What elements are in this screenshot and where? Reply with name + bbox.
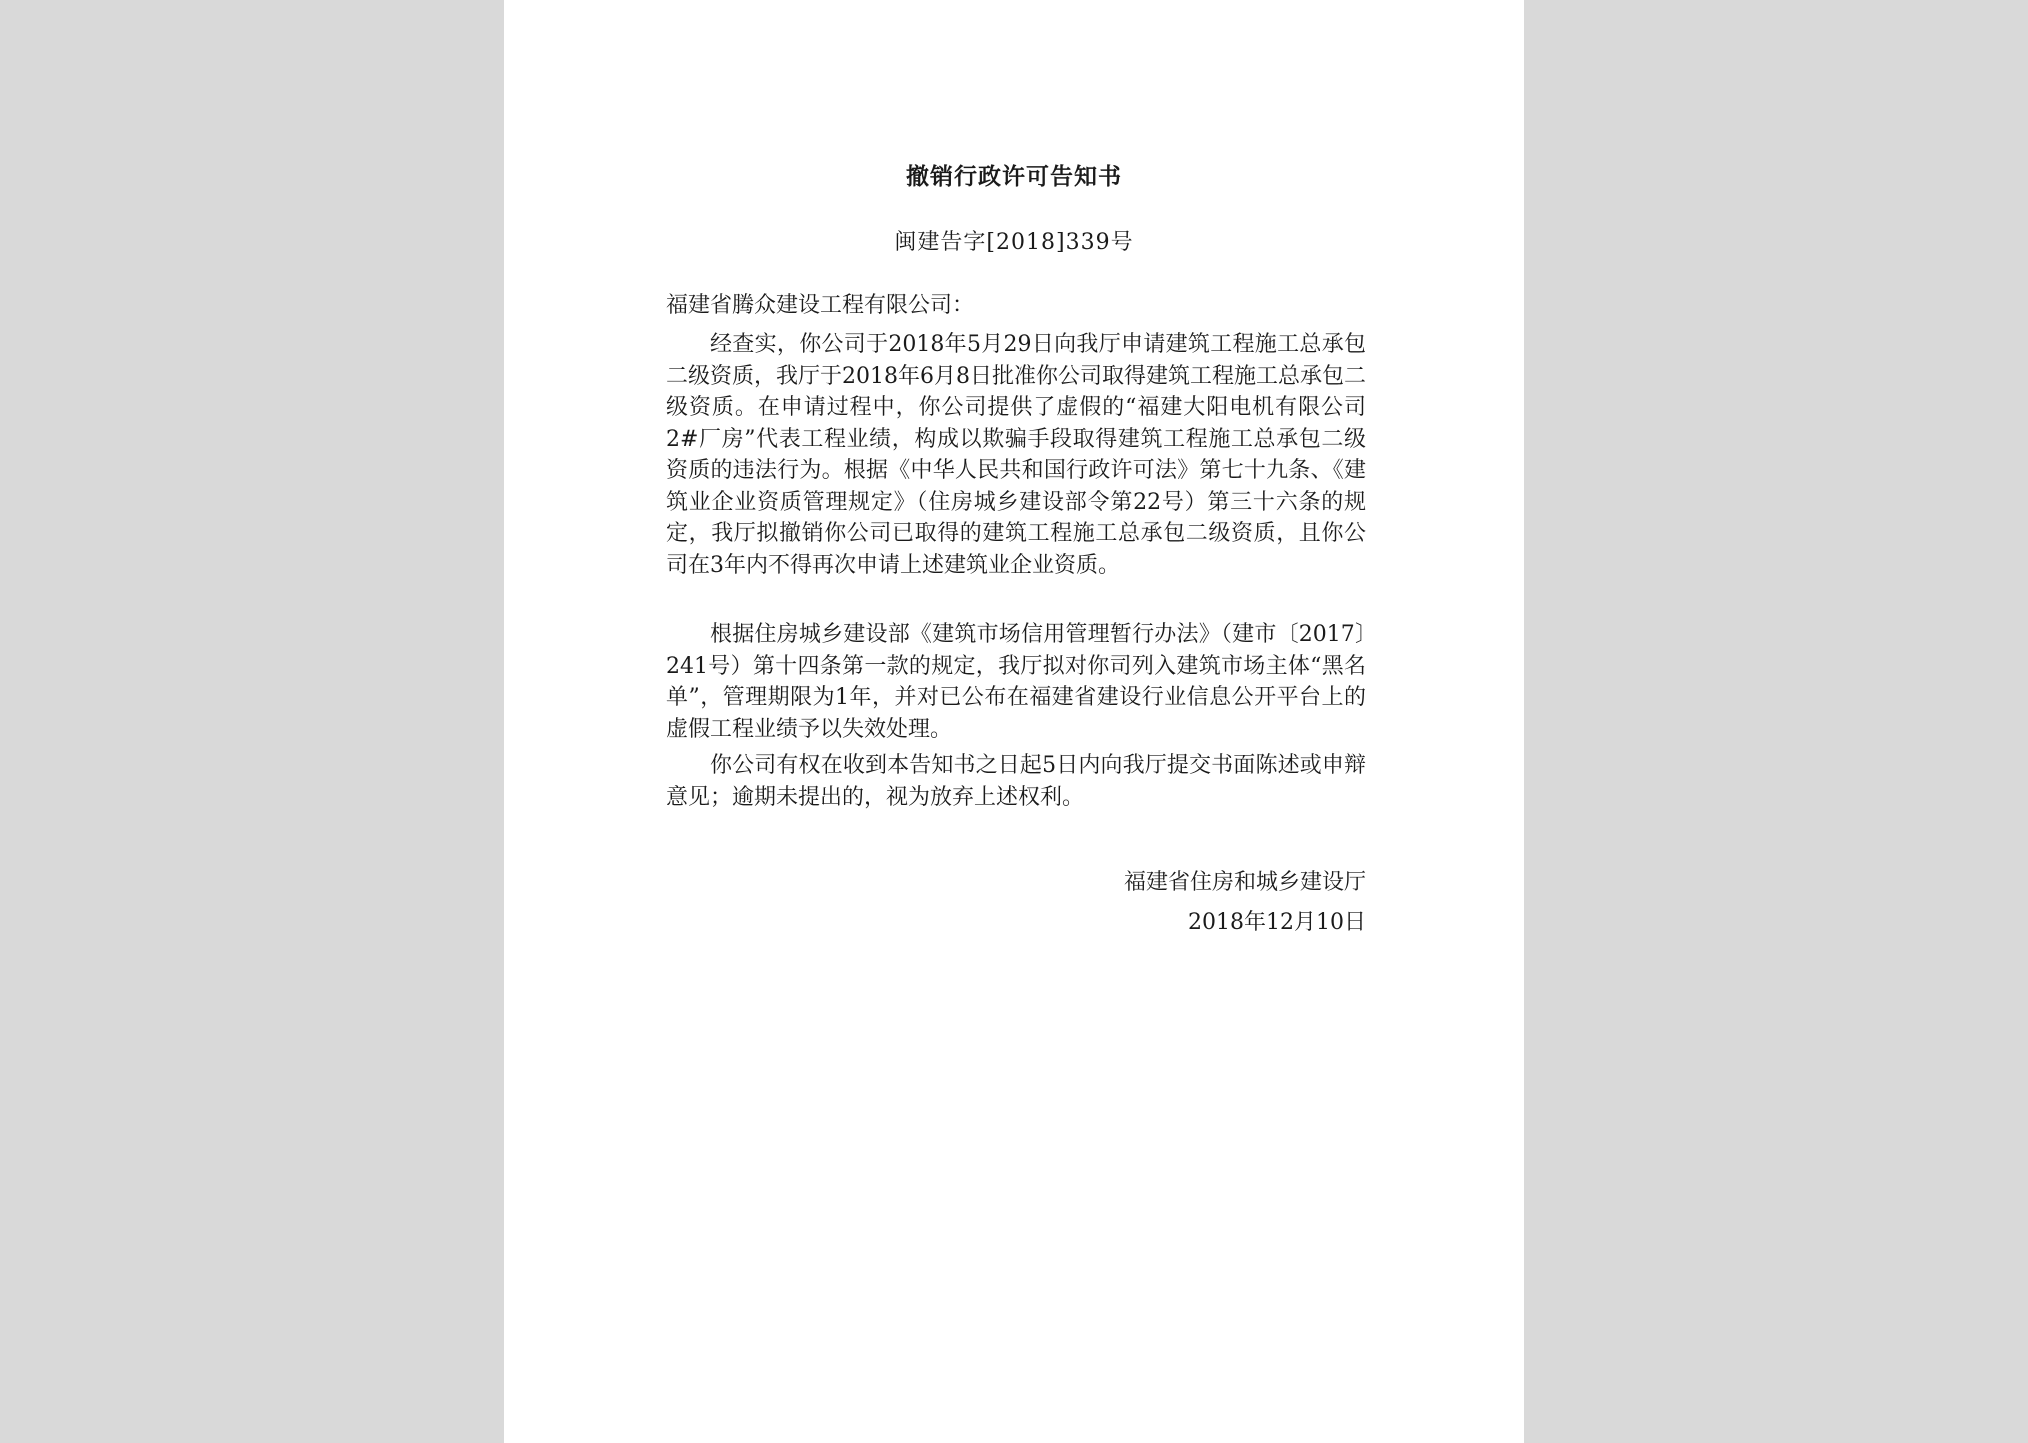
paragraph-text: 你公司有权在收到本告知书之日起5日内向我厅提交书面陈述或申辩意见；逾期未提出的，视为放弃上述权利。 bbox=[666, 753, 1366, 810]
document-number: 闽建告字[2018]339号 bbox=[894, 230, 1134, 255]
paragraph-text: 根据住房城乡建设部《建筑市场信用管理暂行办法》（建市〔2017〕241号）第十四条第一款的规定，我厅拟对你司列入建筑市场主体“黑名单”，管理期限为1年，并对已公布在福建省建设行业信息公开平台上的虚假工程业绩予以失效处理。 bbox=[666, 622, 1366, 742]
body-paragraph-1 bbox=[666, 329, 1366, 581]
document-title: 撤销行政许可告知书 bbox=[906, 163, 1122, 190]
signature-organization: 福建省住房和城乡建设厅 bbox=[1123, 870, 1366, 895]
document-page bbox=[504, 0, 1524, 1443]
paragraph-text: 经查实，你公司于2018年5月29日向我厅申请建筑工程施工总承包二级资质，我厅于2018年6月8日批准你公司取得建筑工程施工总承包二级资质。在申请过程中，你公司提供了虚假的“福建大阳电机有限公司2#厂房”代表工程业绩，构成以欺骗手段取得建筑工程施工总承包二级资质的违法行为。根据《中华人民共和国行政许可法》第七十九条、《建筑业企业资质管理规定》（住房城乡建设部令第22号）第三十六条的规定，我厅拟撤销你公司已取得的建筑工程施工总承包二级资质，且你公司在3年内不得再次申请上述建筑业企业资质。 bbox=[666, 332, 1366, 578]
signature-date: 2018年12月10日 bbox=[1188, 910, 1366, 935]
body-paragraph-3 bbox=[666, 750, 1366, 813]
body-paragraph-2 bbox=[666, 619, 1366, 745]
recipient-line: 福建省腾众建设工程有限公司： bbox=[666, 293, 975, 318]
